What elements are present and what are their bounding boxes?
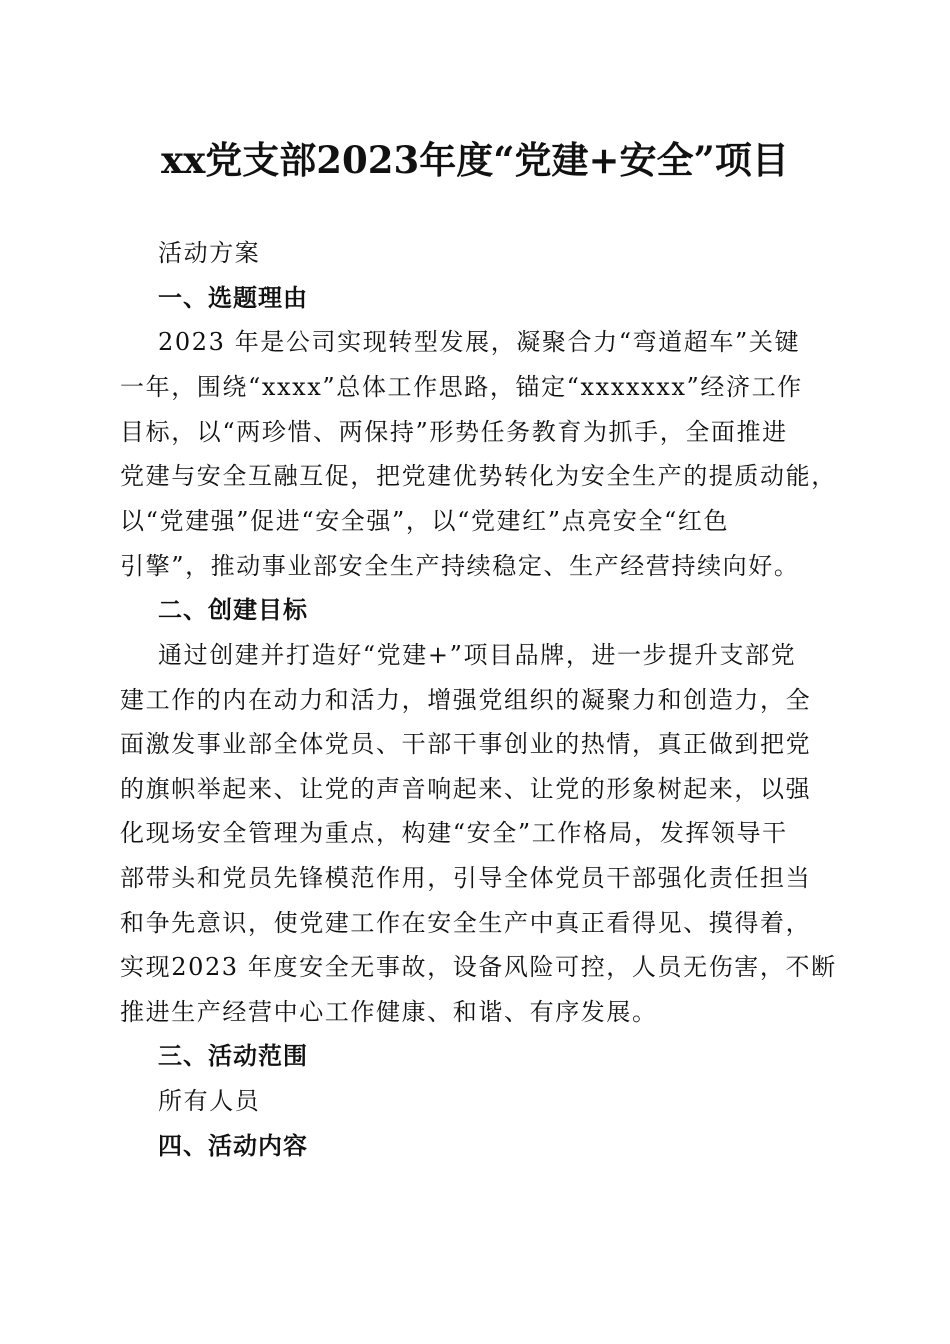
paragraph-line: 所有人员	[158, 1087, 261, 1115]
section-heading-4: 四、活动内容	[158, 1132, 308, 1160]
section-heading-3: 三、活动范围	[158, 1042, 308, 1070]
paragraph-line: 通过创建并打造好“党建+”项目品牌，进一步提升支部党	[158, 641, 797, 669]
paragraph-line: 部带头和党员先锋模范作用，引导全体党员干部强化责任担当	[120, 864, 812, 892]
paragraph-line: 2023 年是公司实现转型发展，凝聚合力“弯道超车”关键	[158, 328, 801, 356]
paragraph-line: 以“党建强”促进“安全强”，以“党建红”点亮安全“红色	[120, 507, 730, 535]
paragraph-line: 的旗帜举起来、让党的声音响起来、让党的形象树起来，以强	[120, 775, 812, 803]
section-heading-1: 一、选题理由	[158, 284, 308, 312]
paragraph-line: 一年，围绕“xxxx”总体工作思路，锚定“xxxxxxx”经济工作	[120, 373, 803, 401]
section-heading-2: 二、创建目标	[158, 596, 308, 624]
paragraph-line: 建工作的内在动力和活力，增强党组织的凝聚力和创造力，全	[120, 686, 812, 714]
paragraph-line: 实现2023 年度安全无事故，设备风险可控，人员无伤害，不断	[120, 953, 837, 981]
plan-label: 活动方案	[158, 239, 261, 267]
paragraph-line: 面激发事业部全体党员、干部干事创业的热情，真正做到把党	[120, 730, 812, 758]
paragraph-line: 引擎”，推动事业部安全生产持续稳定、生产经营持续向好。	[120, 552, 800, 580]
paragraph-line: 党建与安全互融互促，把党建优势转化为安全生产的提质动能，	[120, 462, 837, 490]
paragraph-line: 化现场安全管理为重点，构建“安全”工作格局，发挥领导干	[120, 819, 788, 847]
document-title: xx党支部2023年度“党建+安全”项目	[161, 138, 789, 182]
paragraph-line: 和争先意识，使党建工作在安全生产中真正看得见、摸得着，	[120, 909, 812, 937]
paragraph-line: 目标，以“两珍惜、两保持”形势任务教育为抓手，全面推进	[120, 418, 788, 446]
paragraph-line: 推进生产经营中心工作健康、和谐、有序发展。	[120, 998, 658, 1026]
